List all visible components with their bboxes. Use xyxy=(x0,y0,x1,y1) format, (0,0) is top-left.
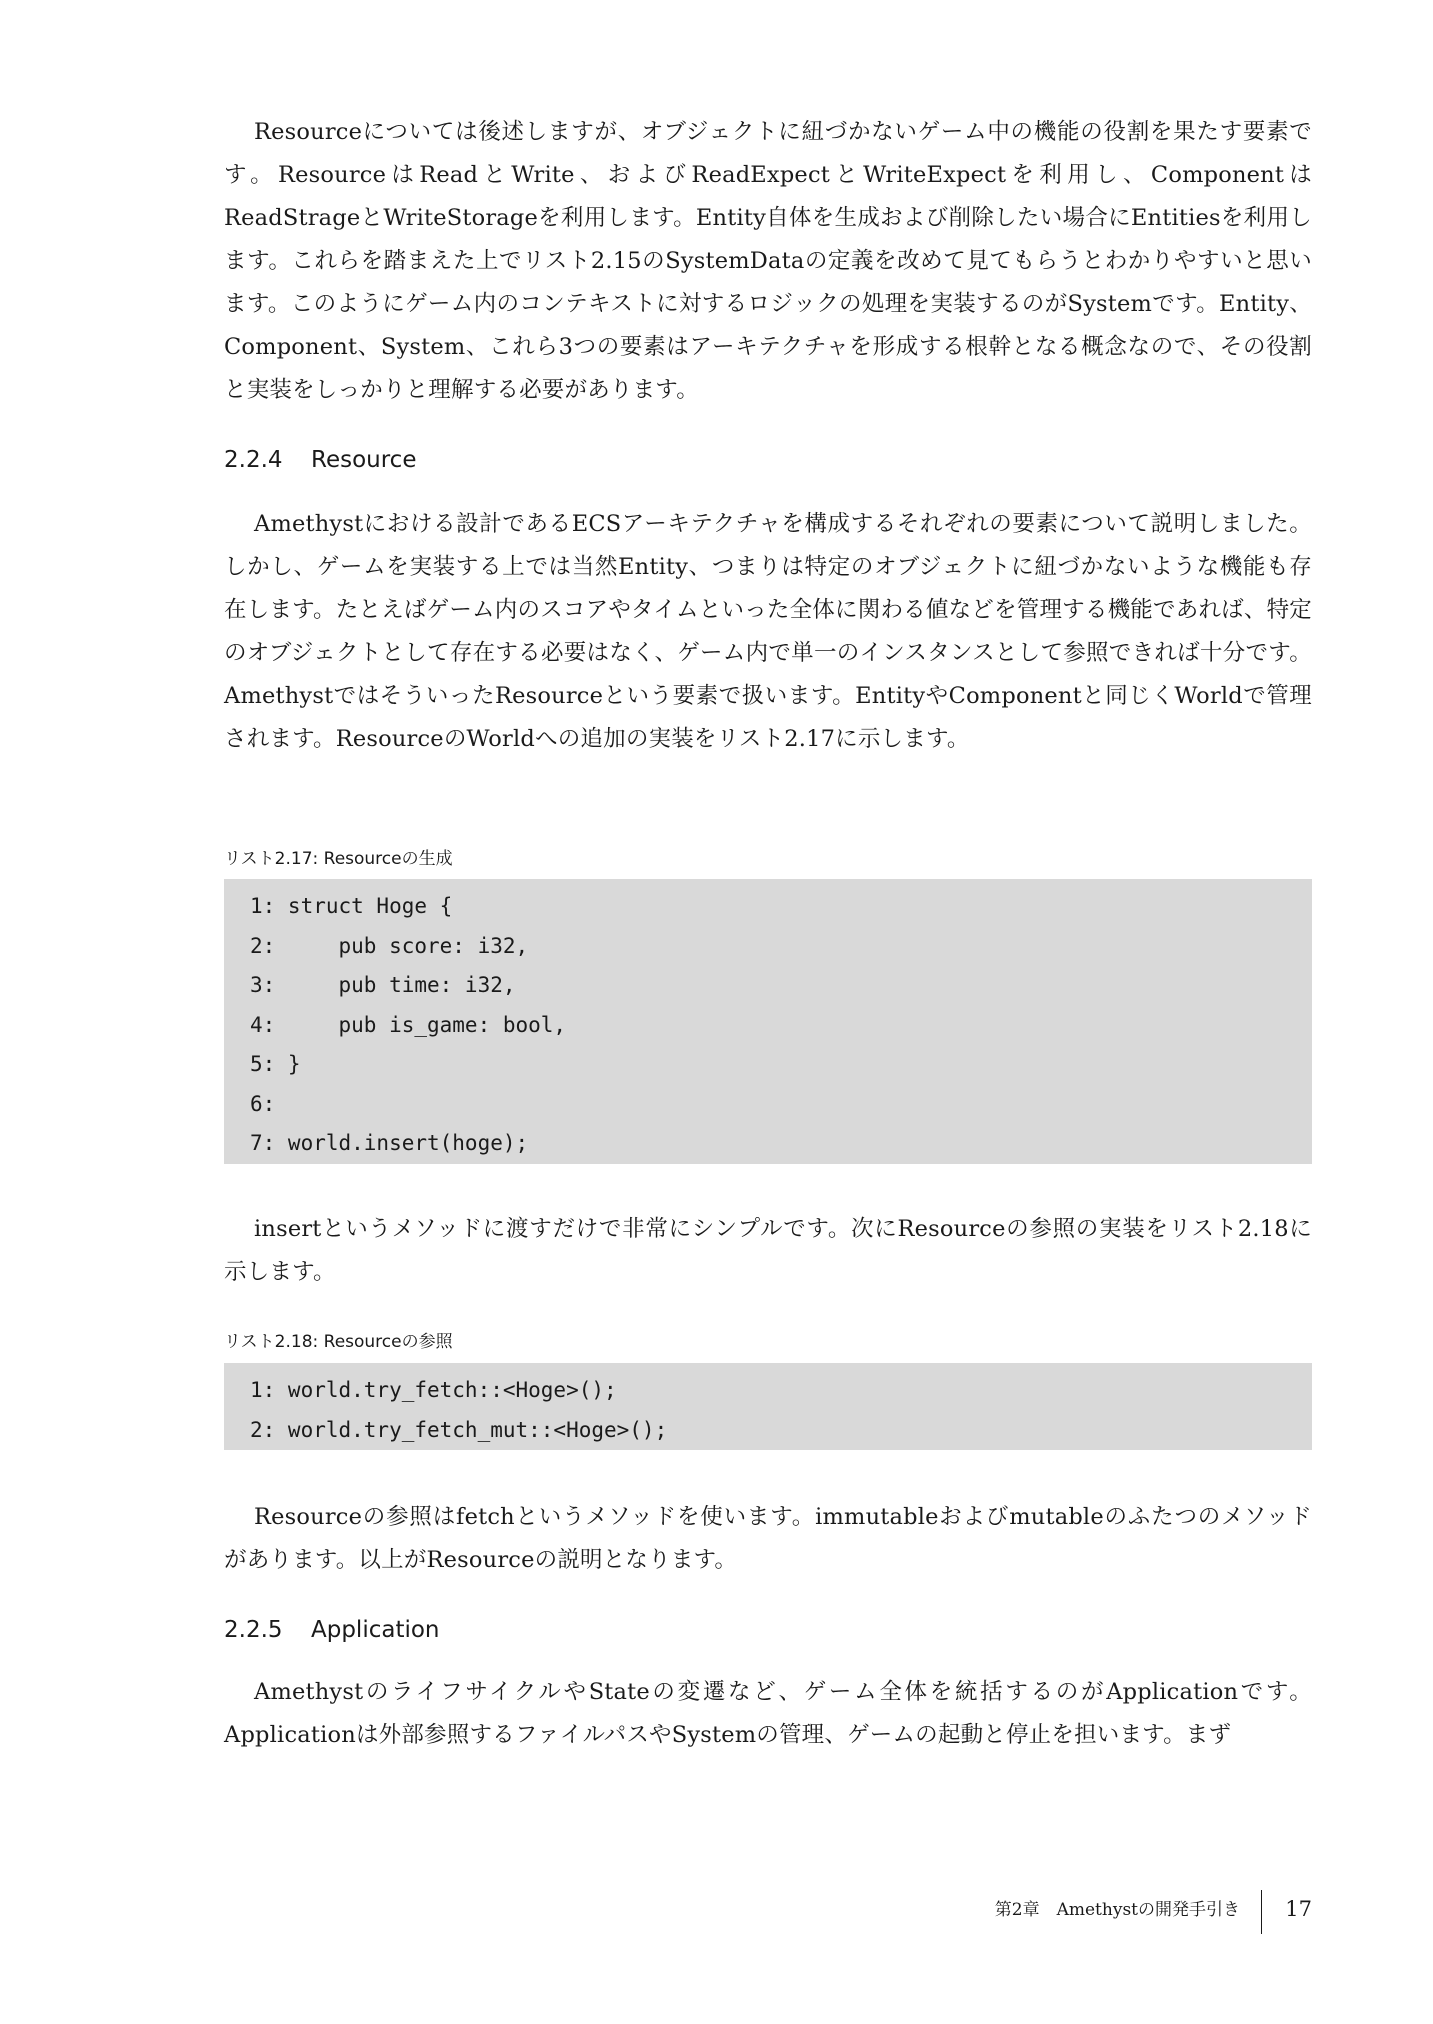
paragraph-resource-explanation: Amethystにおける設計であるECSアーキテクチャを構成するそれぞれの要素について説明しました。しかし、ゲームを実装する上では当然Entity、つまりは特定のオブジェクトに紐づかないような機能も存在します。たとえばゲーム内のスコアやタイムといった全体に関わる値などを管理する機能であれば、特定のオブジェクトとして存在する必要はなく、ゲーム内で単一のインスタンスとして参照できれば十分です。AmethystではそういったResourceという要素で扱います。EntityやComponentと同じくWorldで管理されます。ResourceのWorldへの追加の実装をリスト2.17に示します。 xyxy=(224,511,1312,752)
section-number: 2.2.5 xyxy=(224,1617,283,1643)
section-title: Application xyxy=(311,1617,440,1643)
paragraph-application-intro: AmethystのライフサイクルやStateの変遷など、ゲーム全体を統括するのがApplicationです。Applicationは外部参照するファイルパスやSystemの管理、ゲームの起動と停止を担います。まず xyxy=(224,1679,1312,1748)
section-number: 2.2.4 xyxy=(224,447,283,473)
code-block-2-18 xyxy=(224,1363,1312,1450)
code-line: 6: xyxy=(250,1091,276,1116)
code-block-2-17 xyxy=(224,879,1312,1164)
code-line: 1: struct Hoge { xyxy=(250,894,453,918)
code-line: 5: } xyxy=(250,1052,301,1076)
paragraph-fetch-explanation: Resourceの参照はfetchというメソッドを使います。immutableおよびmutableのふたつのメソッドがあります。以上がResourceの説明となります。 xyxy=(224,1504,1312,1573)
code-line: 2: world.try_fetch_mut::<Hoge>(); xyxy=(250,1417,668,1442)
section-heading-2-2-5 xyxy=(224,1615,440,1645)
code-line: 2: pub score: i32, xyxy=(250,933,529,958)
footer-divider xyxy=(1261,1890,1263,1934)
code-line: 3: pub time: i32, xyxy=(250,973,516,997)
code-line: 1: world.try_fetch::<Hoge>(); xyxy=(250,1378,617,1402)
page-footer xyxy=(900,1890,1312,1934)
running-footer-chapter: 第2章 Amethystの開発手引き xyxy=(994,1900,1240,1920)
listing-caption-2-17: リスト2.17: Resourceの生成 xyxy=(224,849,453,869)
page-number: 17 xyxy=(1285,1897,1312,1921)
listing-caption-2-18: リスト2.18: Resourceの参照 xyxy=(224,1332,453,1352)
section-title: Resource xyxy=(311,447,417,473)
paragraph-insert-explanation: insertというメソッドに渡すだけで非常にシンプルです。次にResourceの参照の実装をリスト2.18に示します。 xyxy=(224,1216,1312,1285)
section-heading-2-2-4 xyxy=(224,445,416,475)
code-line: 4: pub is_game: bool, xyxy=(250,1012,567,1037)
code-line: 7: world.insert(hoge); xyxy=(250,1131,529,1155)
paragraph-resource-intro: Resourceについては後述しますが、オブジェクトに紐づかないゲーム中の機能の役割を果たす要素です。ResourceはReadとWrite、およびReadExpectとWriteExpectを利用し、ComponentはReadStrageとWriteStorageを利用します。Entity自体を生成および削除したい場合にEntitiesを利用します。これらを踏まえた上でリスト2.15のSystemDataの定義を改めて見てもらうとわかりやすいと思います。このようにゲーム内のコンテキストに対するロジックの処理を実装するのがSystemです。Entity、Component、System、これら3つの要素はアーキテクチャを形成する根幹となる概念なので、その役割と実装をしっかりと理解する必要があります。 xyxy=(224,119,1312,403)
